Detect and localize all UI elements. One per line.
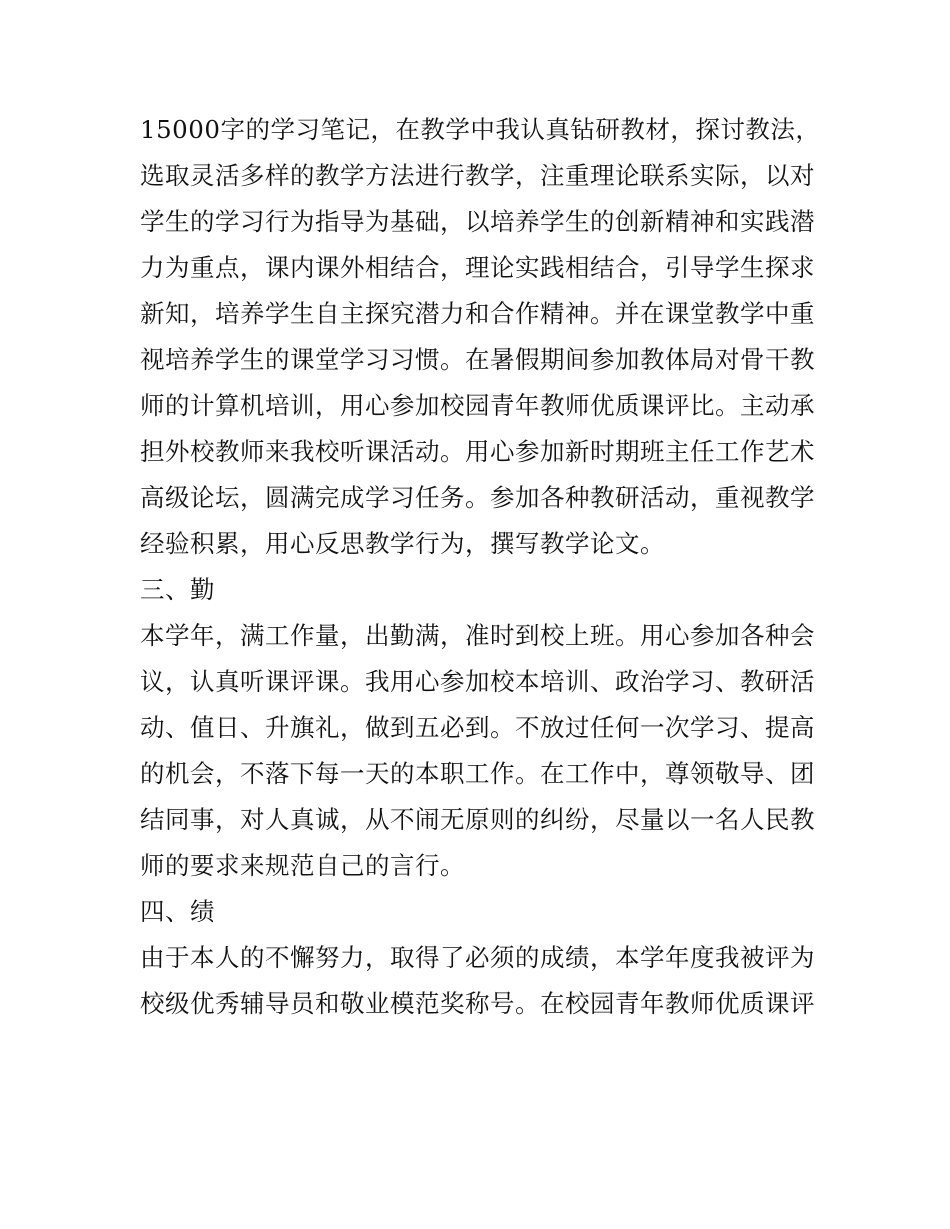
body-text-line: 15000字的学习笔记，在教学中我认真钻研教材，探讨教法， — [140, 115, 821, 144]
body-text-line: 学生的学习行为指导为基础，以培养学生的创新精神和实践潜 — [140, 207, 815, 236]
body-text-line: 高级论坛，圆满完成学习任务。参加各种教研活动，重视教学 — [140, 483, 815, 512]
document-body — [140, 107, 820, 1027]
body-text-line: 议，认真听课评课。我用心参加校本培训、政治学习、教研活 — [140, 667, 815, 696]
body-text-line: 校级优秀辅导员和敬业模范奖称号。在校园青年教师优质课评 — [140, 989, 815, 1018]
body-text-line: 视培养学生的课堂学习习惯。在暑假期间参加教体局对骨干教 — [140, 345, 815, 374]
section-heading-qin: 三、勤 — [140, 575, 215, 604]
body-text-line: 本学年，满工作量，出勤满，准时到校上班。用心参加各种会 — [140, 621, 815, 650]
section-heading-ji: 四、绩 — [140, 897, 215, 926]
body-text-line: 师的要求来规范自己的言行。 — [140, 851, 465, 880]
body-text-line: 新知，培养学生自主探究潜力和合作精神。并在课堂教学中重 — [140, 299, 815, 328]
body-text-line: 选取灵活多样的教学方法进行教学，注重理论联系实际，以对 — [140, 161, 815, 190]
body-text-line: 力为重点，课内课外相结合，理论实践相结合，引导学生探求 — [140, 253, 815, 282]
body-text-line: 结同事，对人真诚，从不闹无原则的纠纷，尽量以一名人民教 — [140, 805, 815, 834]
body-text-line: 的机会，不落下每一天的本职工作。在工作中，尊领敬导、团 — [140, 759, 815, 788]
body-text-line: 担外校教师来我校听课活动。用心参加新时期班主任工作艺术 — [140, 437, 815, 466]
body-text-line: 由于本人的不懈努力，取得了必须的成绩，本学年度我被评为 — [140, 943, 815, 972]
body-text-line: 师的计算机培训，用心参加校园青年教师优质课评比。主动承 — [140, 391, 815, 420]
body-text-line: 动、值日、升旗礼，做到五必到。不放过任何一次学习、提高 — [140, 713, 815, 742]
body-text-line: 经验积累，用心反思教学行为，撰写教学论文。 — [140, 529, 665, 558]
